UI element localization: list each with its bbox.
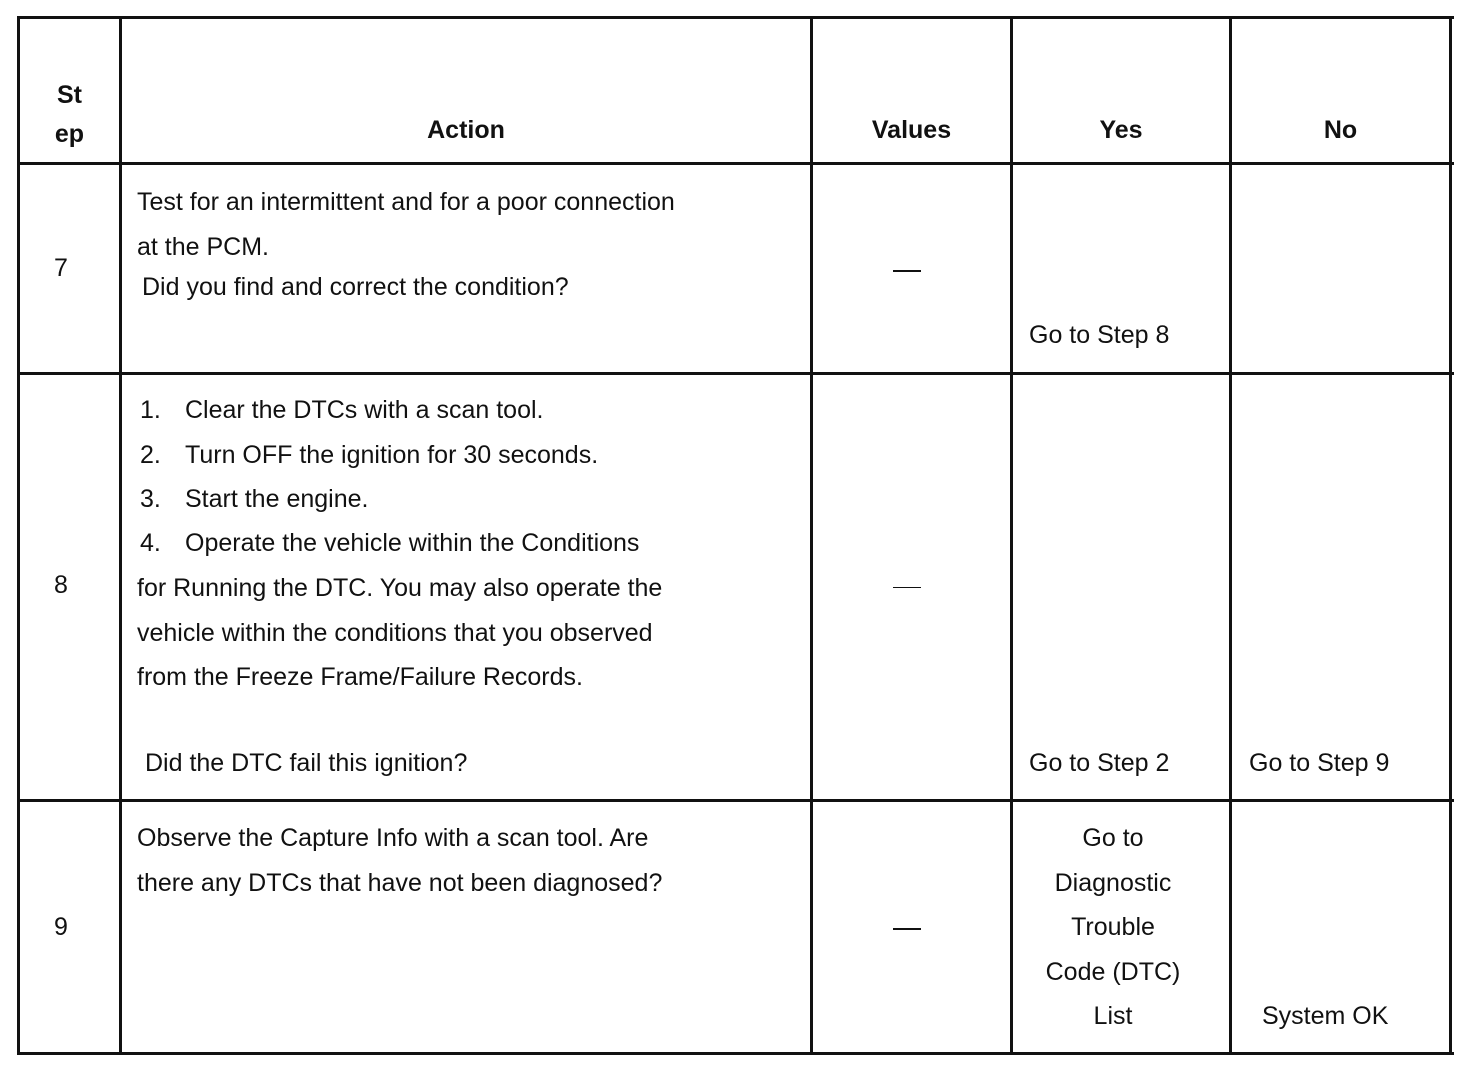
no-result: System OK [1262,1002,1389,1030]
list-number: 4. [140,529,161,557]
yes-result: Go to Step 8 [1029,321,1170,349]
values-dash [893,587,921,588]
header-values: Values [871,116,952,144]
list-item: Start the engine. [185,485,369,513]
action-question: Did the DTC fail this ignition? [145,749,468,777]
action-text: from the Freeze Frame/Failure Records. [137,663,583,691]
row-divider [17,372,1454,375]
yes-result: Go to [1082,824,1144,852]
list-item: Operate the vehicle within the Conditions [185,529,640,557]
action-text: for Running the DTC. You may also operate the [137,574,663,602]
column-divider [810,16,813,1055]
action-text: there any DTCs that have not been diagnosed? [137,869,663,897]
list-number: 2. [140,441,161,469]
list-item: Clear the DTCs with a scan tool. [185,396,544,424]
action-text: Observe the Capture Info with a scan tool. Are [137,824,649,852]
values-dash [893,270,921,272]
step-number: 9 [54,913,68,941]
action-text: vehicle within the conditions that you observed [137,619,653,647]
table-border-left [17,16,20,1055]
step-number: 7 [54,254,68,282]
table-border-right [1449,16,1452,1055]
yes-result: Diagnostic [1054,869,1172,897]
action-question: Did you find and correct the condition? [142,273,569,301]
values-dash [893,928,921,930]
list-item: Turn OFF the ignition for 30 seconds. [185,441,599,469]
header-divider [17,162,1454,165]
step-number: 8 [54,571,68,599]
yes-result: List [1093,1002,1133,1030]
no-result: Go to Step 9 [1249,749,1390,777]
header-step-line2: ep [54,120,85,148]
column-divider [1229,16,1232,1055]
yes-result: Code (DTC) [1045,958,1181,986]
list-number: 1. [140,396,161,424]
table-border-bottom [17,1052,1454,1055]
action-text: Test for an intermittent and for a poor connection [137,188,675,216]
header-step [20,76,119,154]
column-divider [119,16,122,1055]
action-text: at the PCM. [137,233,269,261]
yes-result: Go to Step 2 [1029,749,1170,777]
header-step-line1: St [57,81,82,109]
row-divider [17,799,1454,802]
list-number: 3. [140,485,161,513]
header-no: No [1323,116,1358,144]
header-action: Action [427,116,505,144]
yes-result: Trouble [1071,913,1155,941]
table-border-top [17,16,1454,19]
header-yes: Yes [1099,116,1143,144]
